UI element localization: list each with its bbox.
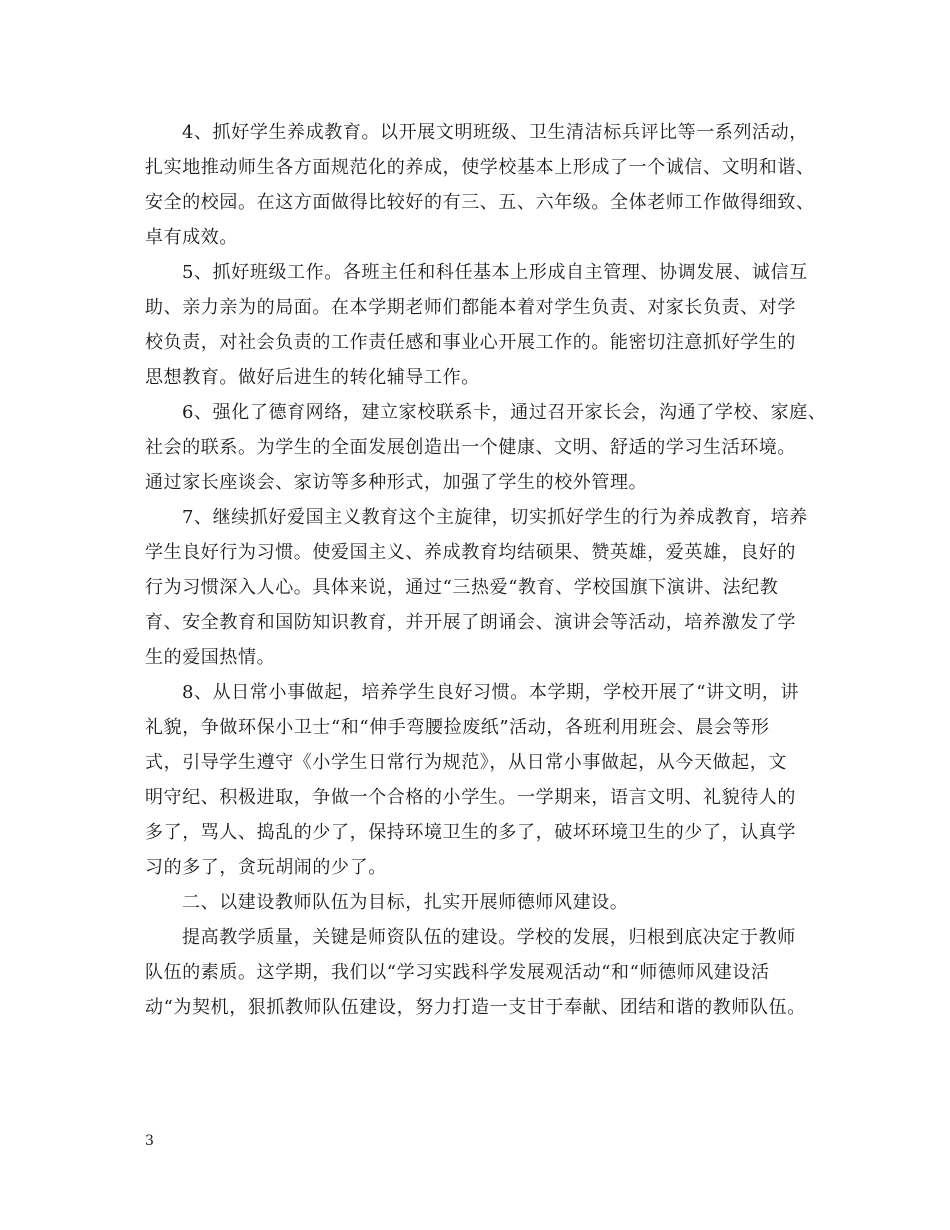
text-line: 通过家长座谈会、家访等多种形式，加强了学生的校外管理。 bbox=[145, 472, 648, 493]
text-line: 习的多了，贪玩胡闹的少了。 bbox=[145, 857, 387, 878]
text-line: 安全的校园。在这方面做得比较好的有三、五、六年级。全体老师工作做得细致、 bbox=[145, 192, 815, 213]
text-line: 思想教育。做好后进生的转化辅导工作。 bbox=[145, 367, 480, 388]
page-number: 3 bbox=[145, 1133, 154, 1149]
text-line: 明守纪、积极进取，争做一个合格的小学生。一学期来，语言文明、礼貌待人的 bbox=[145, 787, 796, 808]
section-heading bbox=[145, 888, 835, 918]
text-line: 生的爱国热情。 bbox=[145, 647, 276, 668]
text-line: 动“为契机，狠抓教师队伍建设，努力打造一支甘于奉献、团结和谐的教师队伍。 bbox=[145, 997, 806, 1018]
text-line: 8、从日常小事做起，培养学生良好习惯。本学期，学校开展了“讲文明，讲 bbox=[182, 682, 800, 703]
paragraph-item-5 bbox=[145, 258, 835, 393]
text-line: 行为习惯深入人心。具体来说，通过“三热爱“教育、学校国旗下演讲、法纪教 bbox=[145, 577, 779, 598]
text-line: 6、强化了德育网络，建立家校联系卡，通过召开家长会，沟通了学校、家庭、 bbox=[182, 402, 827, 423]
text-line: 礼貌，争做环保小卫士“和“伸手弯腰捡废纸”活动，各班利用班会、晨会等形 bbox=[145, 717, 770, 738]
text-line: 学生良好行为习惯。使爱国主义、养成教育均结硕果、赞英雄，爱英雄，良好的 bbox=[145, 542, 796, 563]
text-line: 育、安全教育和国防知识教育，并开展了朗诵会、演讲会等活动，培养激发了学 bbox=[145, 612, 796, 633]
text-line: 助、亲力亲为的局面。在本学期老师们都能本着对学生负责、对家长负责、对学 bbox=[145, 297, 796, 318]
text-line: 队伍的素质。这学期，我们以“学习实践科学发展观活动“和“师德师风建设活 bbox=[145, 962, 770, 983]
text-line: 多了，骂人、捣乱的少了，保持环境卫生的多了，破坏环境卫生的少了，认真学 bbox=[145, 822, 796, 843]
text-line: 提高教学质量，关键是师资队伍的建设。学校的发展，归根到底决定于教师 bbox=[182, 927, 796, 948]
text-line: 社会的联系。为学生的全面发展创造出一个健康、文明、舒适的学习生活环境。 bbox=[145, 437, 796, 458]
text-line: 式，引导学生遵守《小学生日常行为规范》，从日常小事做起，从今天做起，文 bbox=[145, 752, 787, 773]
text-line: 二、以建设教师队伍为目标，扎实开展师德师风建设。 bbox=[182, 892, 629, 913]
text-line: 5、抓好班级工作。各班主任和科任基本上形成自主管理、协调发展、诚信互 bbox=[182, 262, 808, 283]
text-line: 卓有成效。 bbox=[145, 227, 238, 248]
paragraph-teacher-team bbox=[145, 923, 835, 1023]
paragraph-item-7 bbox=[145, 503, 835, 673]
text-line: 7、继续抓好爱国主义教育这个主旋律，切实抓好学生的行为养成教育，培养 bbox=[182, 507, 808, 528]
document-body bbox=[145, 118, 835, 1028]
paragraph-item-4 bbox=[145, 118, 835, 253]
text-line: 4、抓好学生养成教育。以开展文明班级、卫生清洁标兵评比等一系列活动， bbox=[182, 122, 808, 143]
text-line: 校负责，对社会负责的工作责任感和事业心开展工作的。能密切注意抓好学生的 bbox=[145, 332, 796, 353]
paragraph-item-6 bbox=[145, 398, 835, 498]
paragraph-item-8 bbox=[145, 678, 835, 883]
text-line: 扎实地推动师生各方面规范化的养成，使学校基本上形成了一个诚信、文明和谐、 bbox=[145, 157, 815, 178]
